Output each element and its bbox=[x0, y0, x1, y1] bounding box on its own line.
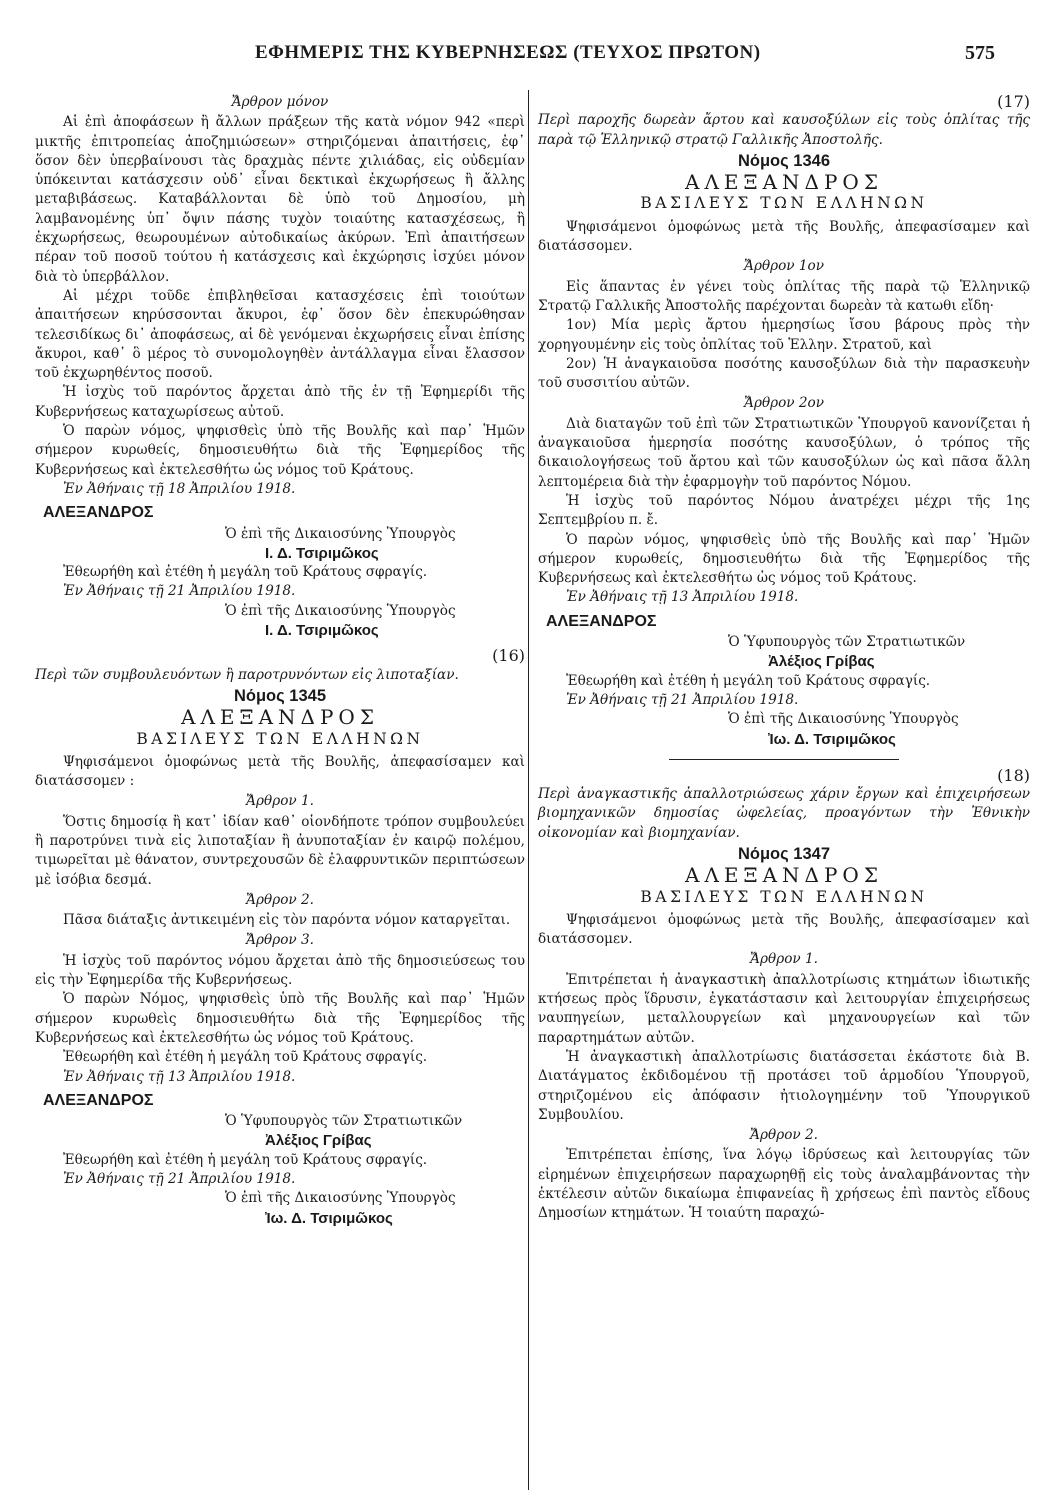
king-signature: ΑΛΕΞΑΝΔΡΟΣ bbox=[43, 504, 154, 522]
date-line: Ἐν Ἀθήναις τῇ 18 Ἀπριλίου 1918. bbox=[63, 480, 296, 497]
paragraph: Ἡ ἰσχὺς τοῦ παρόντος νόμου ἄρχεται ἀπὸ τῆς δημοσιεύσεως του εἰς τὴν Ἐφημερίδα τῆς Κυβερνήσεως. bbox=[35, 952, 525, 989]
paragraph: Ἐπιτρέπεται ἐπίσης, ἵνα λόγῳ ἱδρύσεως καὶ λειτουργίας τῶν εἰρημένων ἐπιχειρήσεων παραχωρηθῇ εἰς τοὺς ἀναλαμβάνοντας τὴν ἐκτέλεσιν αὐτῶν δικαίωμα ἐπιφανείας ἢ χρήσεως ἐπὶ παντὸς εἴδους Δημοσίων κτημάτων. Ἡ τοιαύτη παραχώ- bbox=[538, 1147, 1030, 1222]
minister-title: Ὁ ἐπὶ τῆς Δικαιοσύνης Ὑπουργὸς bbox=[225, 525, 456, 542]
paragraph: 1ον) Μία μερὶς ἄρτου ἡμερησίως ἴσου βάρους πρὸς τὴν χορηγουμένην εἰς τοὺς ὁπλίτας τοῦ Ἑλλην. Στρατοῦ, καὶ bbox=[538, 317, 1030, 353]
law-subject: Περὶ ἀναγκαστικῆς ἀπαλλοτριώσεως χάριν ἔργων καὶ ἐπιχειρήσεων βιομηχανικῶν δημοσίας ὠφελείας, προαγόντων τὴν Ἐθνικὴν οἰκονομίαν καὶ βιομηχανίαν. bbox=[538, 786, 1030, 841]
paragraph: Ὁ παρὼν νόμος, ψηφισθεὶς ὑπὸ τῆς Βουλῆς καὶ παρ᾽ Ἡμῶν σήμερον κυρωθείς, δημοσιευθήτω διὰ τῆς Ἐφημερίδος τῆς Κυβερνήσεως καὶ ἐκτελεσθήτω ὡς νόμος τοῦ Κράτους. bbox=[35, 423, 525, 478]
paragraph: 2ον) Ἡ ἀναγκαιοῦσα ποσότης καυσοξύλων διὰ τὴν παρασκευὴν τοῦ συσσιτίου αὐτῶν. bbox=[538, 355, 1030, 392]
minister-title: Ὁ Ὑφυπουργὸς τῶν Στρατιωτικῶν bbox=[728, 634, 966, 651]
king-title-heading: ΒΑΣΙΛΕΥΣ ΤΩΝ ΕΛΛΗΝΩΝ bbox=[136, 729, 424, 748]
minister-name: Ἀλέξιος Γρίβας bbox=[265, 1132, 372, 1150]
seal-line: Ἐθεωρήθη καὶ ἐτέθη ἡ μεγάλη τοῦ Κράτους σφραγίς. bbox=[63, 1049, 428, 1066]
minister-name: Ἰω. Δ. Τσιριμῶκος bbox=[768, 730, 896, 748]
seal-line: Ἐθεωρήθη καὶ ἐτέθη ἡ μεγάλη τοῦ Κράτους σφραγίς. bbox=[63, 1151, 428, 1168]
law-subject: Περὶ παροχῆς δωρεὰν ἄρτου καὶ καυσοξύλων εἰς τοὺς ὁπλίτας τῆς παρὰ τῷ Ἑλληνικῷ στρατῷ Γαλλικῆς Ἀποστολῆς. bbox=[538, 112, 1030, 148]
minister-title: Ὁ ἐπὶ τῆς Δικαιοσύνης Ὑπουργὸς bbox=[225, 1190, 456, 1207]
law-number: Νόμος 1346 bbox=[737, 151, 831, 170]
seal-line: Ἐθεωρήθη καὶ ἐτέθη ἡ μεγάλη τοῦ Κράτους σφραγίς. bbox=[566, 672, 931, 689]
article-heading: Ἄρθρον 1ον bbox=[743, 258, 824, 275]
article-heading: Ἄρθρον 3. bbox=[246, 932, 314, 949]
minister-name: Ἀλέξιος Γρίβας bbox=[768, 653, 875, 671]
minister-name: Ι. Δ. Τσιριμῶκος bbox=[265, 622, 379, 640]
date-line: Ἐν Ἀθήναις τῇ 21 Ἀπριλίου 1918. bbox=[63, 583, 296, 600]
right-column bbox=[538, 92, 1030, 1224]
minister-title: Ὁ ἐπὶ τῆς Δικαιοσύνης Ὑπουργὸς bbox=[225, 602, 456, 619]
page-header bbox=[0, 38, 1061, 78]
article-heading: Ἄρθρον 1. bbox=[750, 951, 818, 968]
paragraph: Ἐπιτρέπεται ἡ ἀναγκαστικὴ ἀπαλλοτρίωσις κτημάτων ἰδιωτικῆς κτήσεως πρὸς ἵδρυσιν, ἐγκατάστασιν καὶ λειτουργίαν ἐπιχειρήσεως ναυπηγείων, μεταλλουργείων καὶ μηχανουργείων καὶ τῶν παραρτημάτων αὐτῶν. bbox=[538, 971, 1030, 1046]
king-name-heading: ΑΛΕΞΑΝΔΡΟΣ bbox=[685, 863, 883, 888]
law-number: Νόμος 1347 bbox=[737, 844, 831, 863]
paragraph: Ὁ παρὼν νόμος, ψηφισθεὶς ὑπὸ τῆς Βουλῆς καὶ παρ᾽ Ἡμῶν σήμερον κυρωθείς, δημοσιευθήτω διὰ τῆς Ἐφημερίδος τῆς Κυβερνήσεως καὶ ἐκτελεσθήτω ὡς νόμος τοῦ Κράτους. bbox=[538, 531, 1030, 587]
date-line: Ἐν Ἀθήναις τῇ 13 Ἀπριλίου 1918. bbox=[566, 589, 799, 606]
article-heading: Ἄρθρον 2. bbox=[750, 1127, 818, 1144]
law-subject: Περὶ τῶν συμβουλευόντων ἢ παροτρυνόντων εἰς λιποταξίαν. bbox=[35, 666, 459, 683]
date-line: Ἐν Ἀθήναις τῇ 13 Ἀπριλίου 1918. bbox=[63, 1068, 296, 1085]
gazette-title: ΕΦΗΜΕΡΙΣ ΤΗΣ ΚΥΒΕΡΝΗΣΕΩΣ (ΤΕΥΧΟΣ ΠΡΩΤΟΝ) bbox=[255, 42, 761, 63]
minister-name: Ι. Δ. Τσιριμῶκος bbox=[265, 544, 379, 562]
king-name-heading: ΑΛΕΞΑΝΔΡΟΣ bbox=[181, 705, 379, 730]
left-column bbox=[35, 92, 525, 1228]
paragraph: Ὅστις δημοσίᾳ ἢ κατ᾽ ἰδίαν καθ᾽ οἱονδήποτε τρόπον συμβουλεύει ἢ παροτρύνει τινὰ εἰς λιποταξίαν ἢ ἀνυποταξίαν ἐν καιρῷ πολέμου, τιμωρεῖται μὲ θάνατον, συντρεχουσῶν δὲ ἐλαφρυντικῶν περιπτώσεων μὲ ἰσόβια δεσμά. bbox=[35, 813, 525, 888]
paragraph: Ἡ ἀναγκαστικὴ ἀπαλλοτρίωσις διατάσσεται ἑκάστοτε διὰ Β. Διατάγματος ἐκδιδομένου τῇ προτάσει τοῦ ἁρμοδίου Ὑπουργοῦ, στηριζομένου εἰς ἀπόφασιν ἠτιολογημένην τοῦ Ὑπουργικοῦ Συμβουλίου. bbox=[538, 1048, 1030, 1123]
seal-line: Ἐθεωρήθη καὶ ἐτέθη ἡ μεγάλη τοῦ Κράτους σφραγίς. bbox=[63, 564, 428, 581]
date-line: Ἐν Ἀθήναις τῇ 21 Ἀπριλίου 1918. bbox=[63, 1171, 296, 1188]
law-number: Νόμος 1345 bbox=[233, 686, 327, 705]
article-heading: Ἄρθρον 2. bbox=[246, 891, 314, 908]
section-rule bbox=[669, 759, 899, 760]
minister-title: Ὁ Ὑφυπουργὸς τῶν Στρατιωτικῶν bbox=[225, 1113, 463, 1130]
minister-title: Ὁ ἐπὶ τῆς Δικαιοσύνης Ὑπουργὸς bbox=[728, 711, 959, 728]
paragraph: Πᾶσα διάταξις ἀντικειμένη εἰς τὸν παρόντα νόμον καταργεῖται. bbox=[63, 912, 511, 929]
enactment-formula: Ψηφισάμενοι ὁμοφώνως μετὰ τῆς Βουλῆς, ἀπεφασίσαμεν καὶ διατάσσομεν : bbox=[35, 753, 525, 790]
date-line: Ἐν Ἀθήναις τῇ 21 Ἀπριλίου 1918. bbox=[566, 691, 799, 708]
article-heading: Ἄρθρον 1. bbox=[246, 793, 314, 810]
paragraph: Ἡ ἰσχὺς τοῦ παρόντος ἄρχεται ἀπὸ τῆς ἐν τῇ Ἐφημερίδι τῆς Κυβερνήσεως καταχωρίσεως αὐτοῦ. bbox=[35, 384, 525, 420]
section-number: (17) bbox=[997, 92, 1030, 111]
column-divider bbox=[528, 90, 529, 1490]
section-number: (16) bbox=[492, 646, 525, 666]
king-title-heading: ΒΑΣΙΛΕΥΣ ΤΩΝ ΕΛΛΗΝΩΝ bbox=[640, 194, 928, 213]
enactment-formula: Ψηφισάμενοι ὁμοφώνως μετὰ τῆς Βουλῆς, ἀπεφασίσαμεν καὶ διατάσσομεν. bbox=[538, 911, 1030, 948]
page-number: 575 bbox=[965, 42, 995, 64]
paragraph: Αἱ μέχρι τοῦδε ἐπιβληθεῖσαι κατασχέσεις ἐπὶ τοιούτων ἀπαιτήσεων κηρύσσονται ἄκυροι, ἐφ᾽ ὅσον δὲν ἐπεκυρώθησαν τελεσιδίκως δι᾽ ἀποφάσεως, αἱ δὲ γενόμεναι ἐκχωρήσεις εἶναι ἐπίσης ἄκυροι, καθ᾽ ὃ μέρος τὸ συνομολογηθὲν ἀντάλλαγμα εἶναι ἔλασσον τοῦ ἐκχωρηθέντος ποσοῦ. bbox=[35, 287, 525, 382]
paragraph: Διὰ διαταγῶν τοῦ ἐπὶ τῶν Στρατιωτικῶν Ὑπουργοῦ κανονίζεται ἡ ἀναγκαιοῦσα ἡμερησία ποσότης καυσοξύλων, ὁ τρόπος τῆς δικαιολογήσεως τοῦ ἄρτου καὶ τῶν καυσοξύλων ὡς καὶ πᾶσα ἄλλη λεπτομέρεια διὰ τὴν ἐφαρμογὴν τοῦ παρόντος Νόμου. bbox=[538, 415, 1030, 490]
king-signature: ΑΛΕΞΑΝΔΡΟΣ bbox=[43, 1091, 154, 1109]
section-number: (18) bbox=[997, 765, 1030, 785]
article-heading: Ἄρθρον μόνον bbox=[231, 94, 329, 110]
paragraph: Αἱ ἐπὶ ἀποφάσεων ἢ ἄλλων πράξεων τῆς κατὰ νόμον 942 «περὶ μικτῆς ἐπιτροπείας ἀποζημιώσεων» στηριζόμεναι ἀπαιτήσεις, ἐφ᾽ ὅσον δὲν ὑπερβαίνουσι τὰς δραχμὰς πέντε χιλιάδας, εἰς οὐδεμίαν ὑπόκεινται κατάσχεσιν οὐδ᾽ εἶναι δεκτικαὶ ἐκχωρήσεως ἢ ἄλλης μεταβιβάσεως. Καταβάλλονται δὲ ὑπὸ τοῦ Δημοσίου, μὴ λαμβανομένης ὑπ᾽ ὄψιν πάσης τυχὸν τοιαύτης κατασχέσεως, ἢ ἐκχωρήσεως, θεωρουμένων αὐτοδικαίως ἀκύρων. Ἐπὶ ἀπαιτήσεων πέραν τοῦ ποσοῦ τούτου ἡ κατάσχεσις καὶ ἐκχώρησις ἰσχύει μόνον διὰ τὸ ὑπερβάλλον. bbox=[35, 114, 525, 285]
article-heading: Ἄρθρον 2ον bbox=[743, 395, 824, 412]
paragraph: Ὁ παρὼν Νόμος, ψηφισθεὶς ὑπὸ τῆς Βουλῆς καὶ παρ᾽ Ἡμῶν σήμερον κυρωθεὶς δημοσιευθήτω διὰ τῆς Ἐφημερίδος τῆς Κυβερνήσεως καὶ ἐκτελεσθήτω ὡς νόμος τοῦ Κράτους. bbox=[35, 991, 525, 1046]
king-title-heading: ΒΑΣΙΛΕΥΣ ΤΩΝ ΕΛΛΗΝΩΝ bbox=[640, 887, 928, 906]
enactment-formula: Ψηφισάμενοι ὁμοφώνως μετὰ τῆς Βουλῆς, ἀπεφασίσαμεν καὶ διατάσσομεν. bbox=[538, 218, 1030, 255]
paragraph: Ἡ ἰσχὺς τοῦ παρόντος Νόμου ἀνατρέχει μέχρι τῆς 1ης Σεπτεμβρίου π. ἔ. bbox=[538, 492, 1030, 529]
minister-name: Ἰω. Δ. Τσιριμῶκος bbox=[265, 1209, 393, 1227]
paragraph: Εἰς ἅπαντας ἐν γένει τοὺς ὁπλίτας τῆς παρὰ τῷ Ἑλληνικῷ Στρατῷ Γαλλικῆς Ἀποστολῆς παρέχονται δωρεὰν τὰ κατωθι εἴδη· bbox=[538, 278, 1030, 314]
king-name-heading: ΑΛΕΞΑΝΔΡΟΣ bbox=[685, 170, 883, 195]
king-signature: ΑΛΕΞΑΝΔΡΟΣ bbox=[546, 612, 657, 630]
